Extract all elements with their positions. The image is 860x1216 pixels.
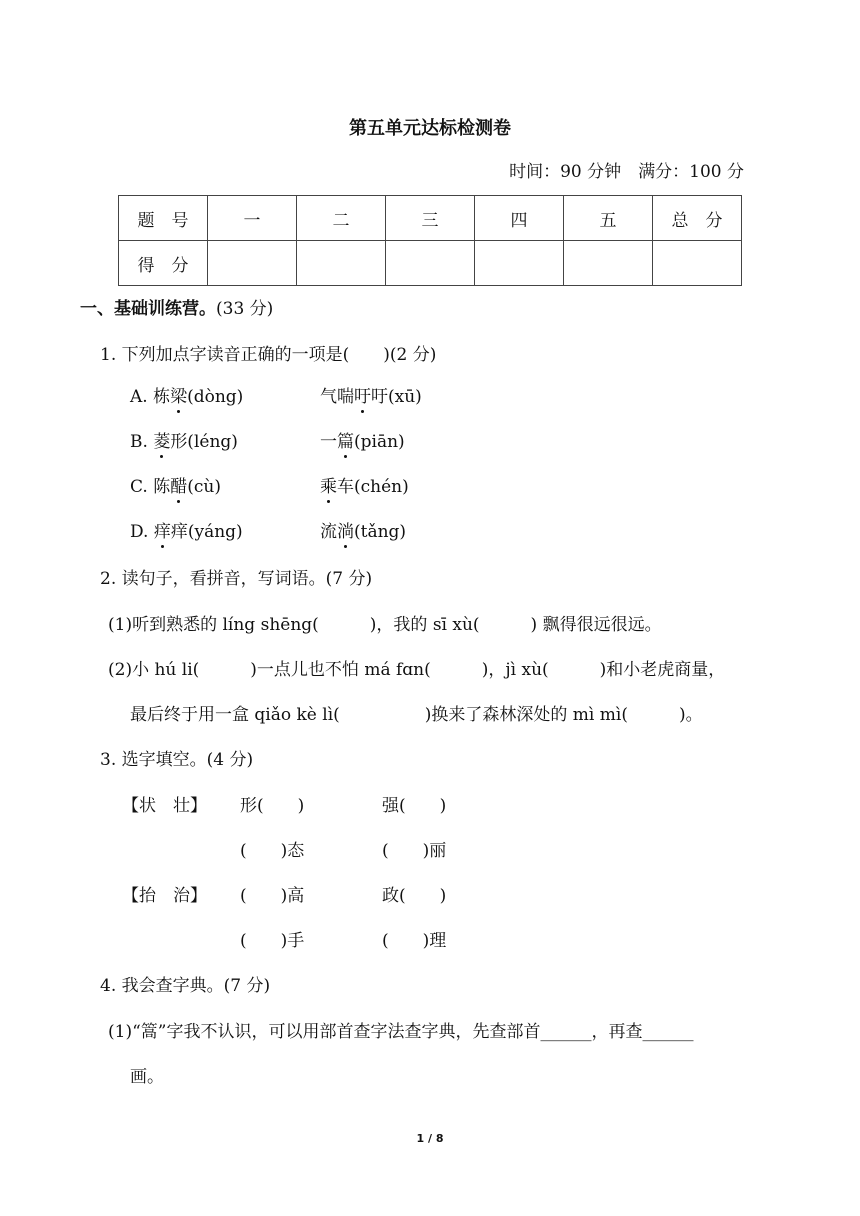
q4-line1: (1)“篙”字我不认识，可以用部首查字法查字典，先查部首______，再查______ (108, 1022, 694, 1042)
section-label: 一、基础训练营。 (80, 299, 216, 319)
q1-stem: 1. 下列加点字读音正确的一项是( )(2 分) (100, 345, 437, 365)
q2-line2: (2)小 hú li( )一点儿也不怕 má fɑn( )，jì xù( )和小老虎商量， (108, 660, 726, 680)
score-blank (475, 241, 564, 286)
q3-blank: 形( ) (240, 796, 305, 816)
score-blank (297, 241, 386, 286)
q3-blank: ( )手 (240, 931, 305, 951)
q4-line2: 画。 (130, 1067, 164, 1087)
q1-option-b: B. 菱形(léng) (130, 432, 238, 452)
score-cell-label: 题 号 (119, 196, 208, 241)
score-cell-4: 四 (475, 196, 564, 241)
q4-stem: 4. 我会查字典。(7 分) (100, 976, 271, 996)
page-title: 第五单元达标检测卷 (349, 118, 511, 139)
q2-line1: (1)听到熟悉的 líng shēng( )，我的 sī xù( ) 飘得很远很远。 (108, 615, 662, 635)
q2-stem: 2. 读句子，看拼音，写词语。(7 分) (100, 569, 373, 589)
q3-blank: ( )理 (382, 931, 447, 951)
q3-blank: ( )高 (240, 886, 305, 906)
score-blank (386, 241, 475, 286)
q3-group1-label: 【状 壮】 (122, 796, 207, 816)
score-cell-5: 五 (564, 196, 653, 241)
q1-option-c: C. 陈醋(cù) (130, 477, 221, 497)
score-cell-2: 二 (297, 196, 386, 241)
q1-option-d-word2: 流淌(tǎng) (320, 522, 407, 542)
score-cell-total: 总 分 (653, 196, 742, 241)
q3-blank: 强( ) (382, 796, 447, 816)
score-table-score-row (119, 241, 742, 286)
score-table (118, 195, 742, 286)
q2-line3: 最后终于用一盒 qiǎo kè lì( )换来了森林深处的 mì mì( )。 (130, 705, 703, 725)
q3-blank: ( )态 (240, 841, 305, 861)
score-blank (653, 241, 742, 286)
q3-blank: 政( ) (382, 886, 447, 906)
q3-group2-label: 【抬 治】 (122, 886, 207, 906)
page-number: 1 / 8 (416, 1132, 444, 1145)
score-cell-1: 一 (208, 196, 297, 241)
section-points: (33 分) (216, 299, 274, 319)
score-cell-3: 三 (386, 196, 475, 241)
q1-option-a-word2: 气喘吁吁(xū) (320, 387, 422, 407)
q3-blank: ( )丽 (382, 841, 447, 861)
q1-option-d: D. 痒痒(yáng) (130, 522, 243, 542)
q1-option-b-word2: 一篇(piān) (320, 432, 405, 452)
q1-option-a: A. 栋梁(dòng) (130, 387, 244, 407)
score-blank (208, 241, 297, 286)
score-row-label: 得 分 (119, 241, 208, 286)
q3-stem: 3. 选字填空。(4 分) (100, 750, 254, 770)
section-heading (80, 298, 273, 320)
score-table-header-row (119, 196, 742, 241)
q1-option-c-word2: 乘车(chén) (320, 477, 409, 497)
score-blank (564, 241, 653, 286)
exam-meta: 时间：90 分钟 满分：100 分 (509, 162, 744, 182)
